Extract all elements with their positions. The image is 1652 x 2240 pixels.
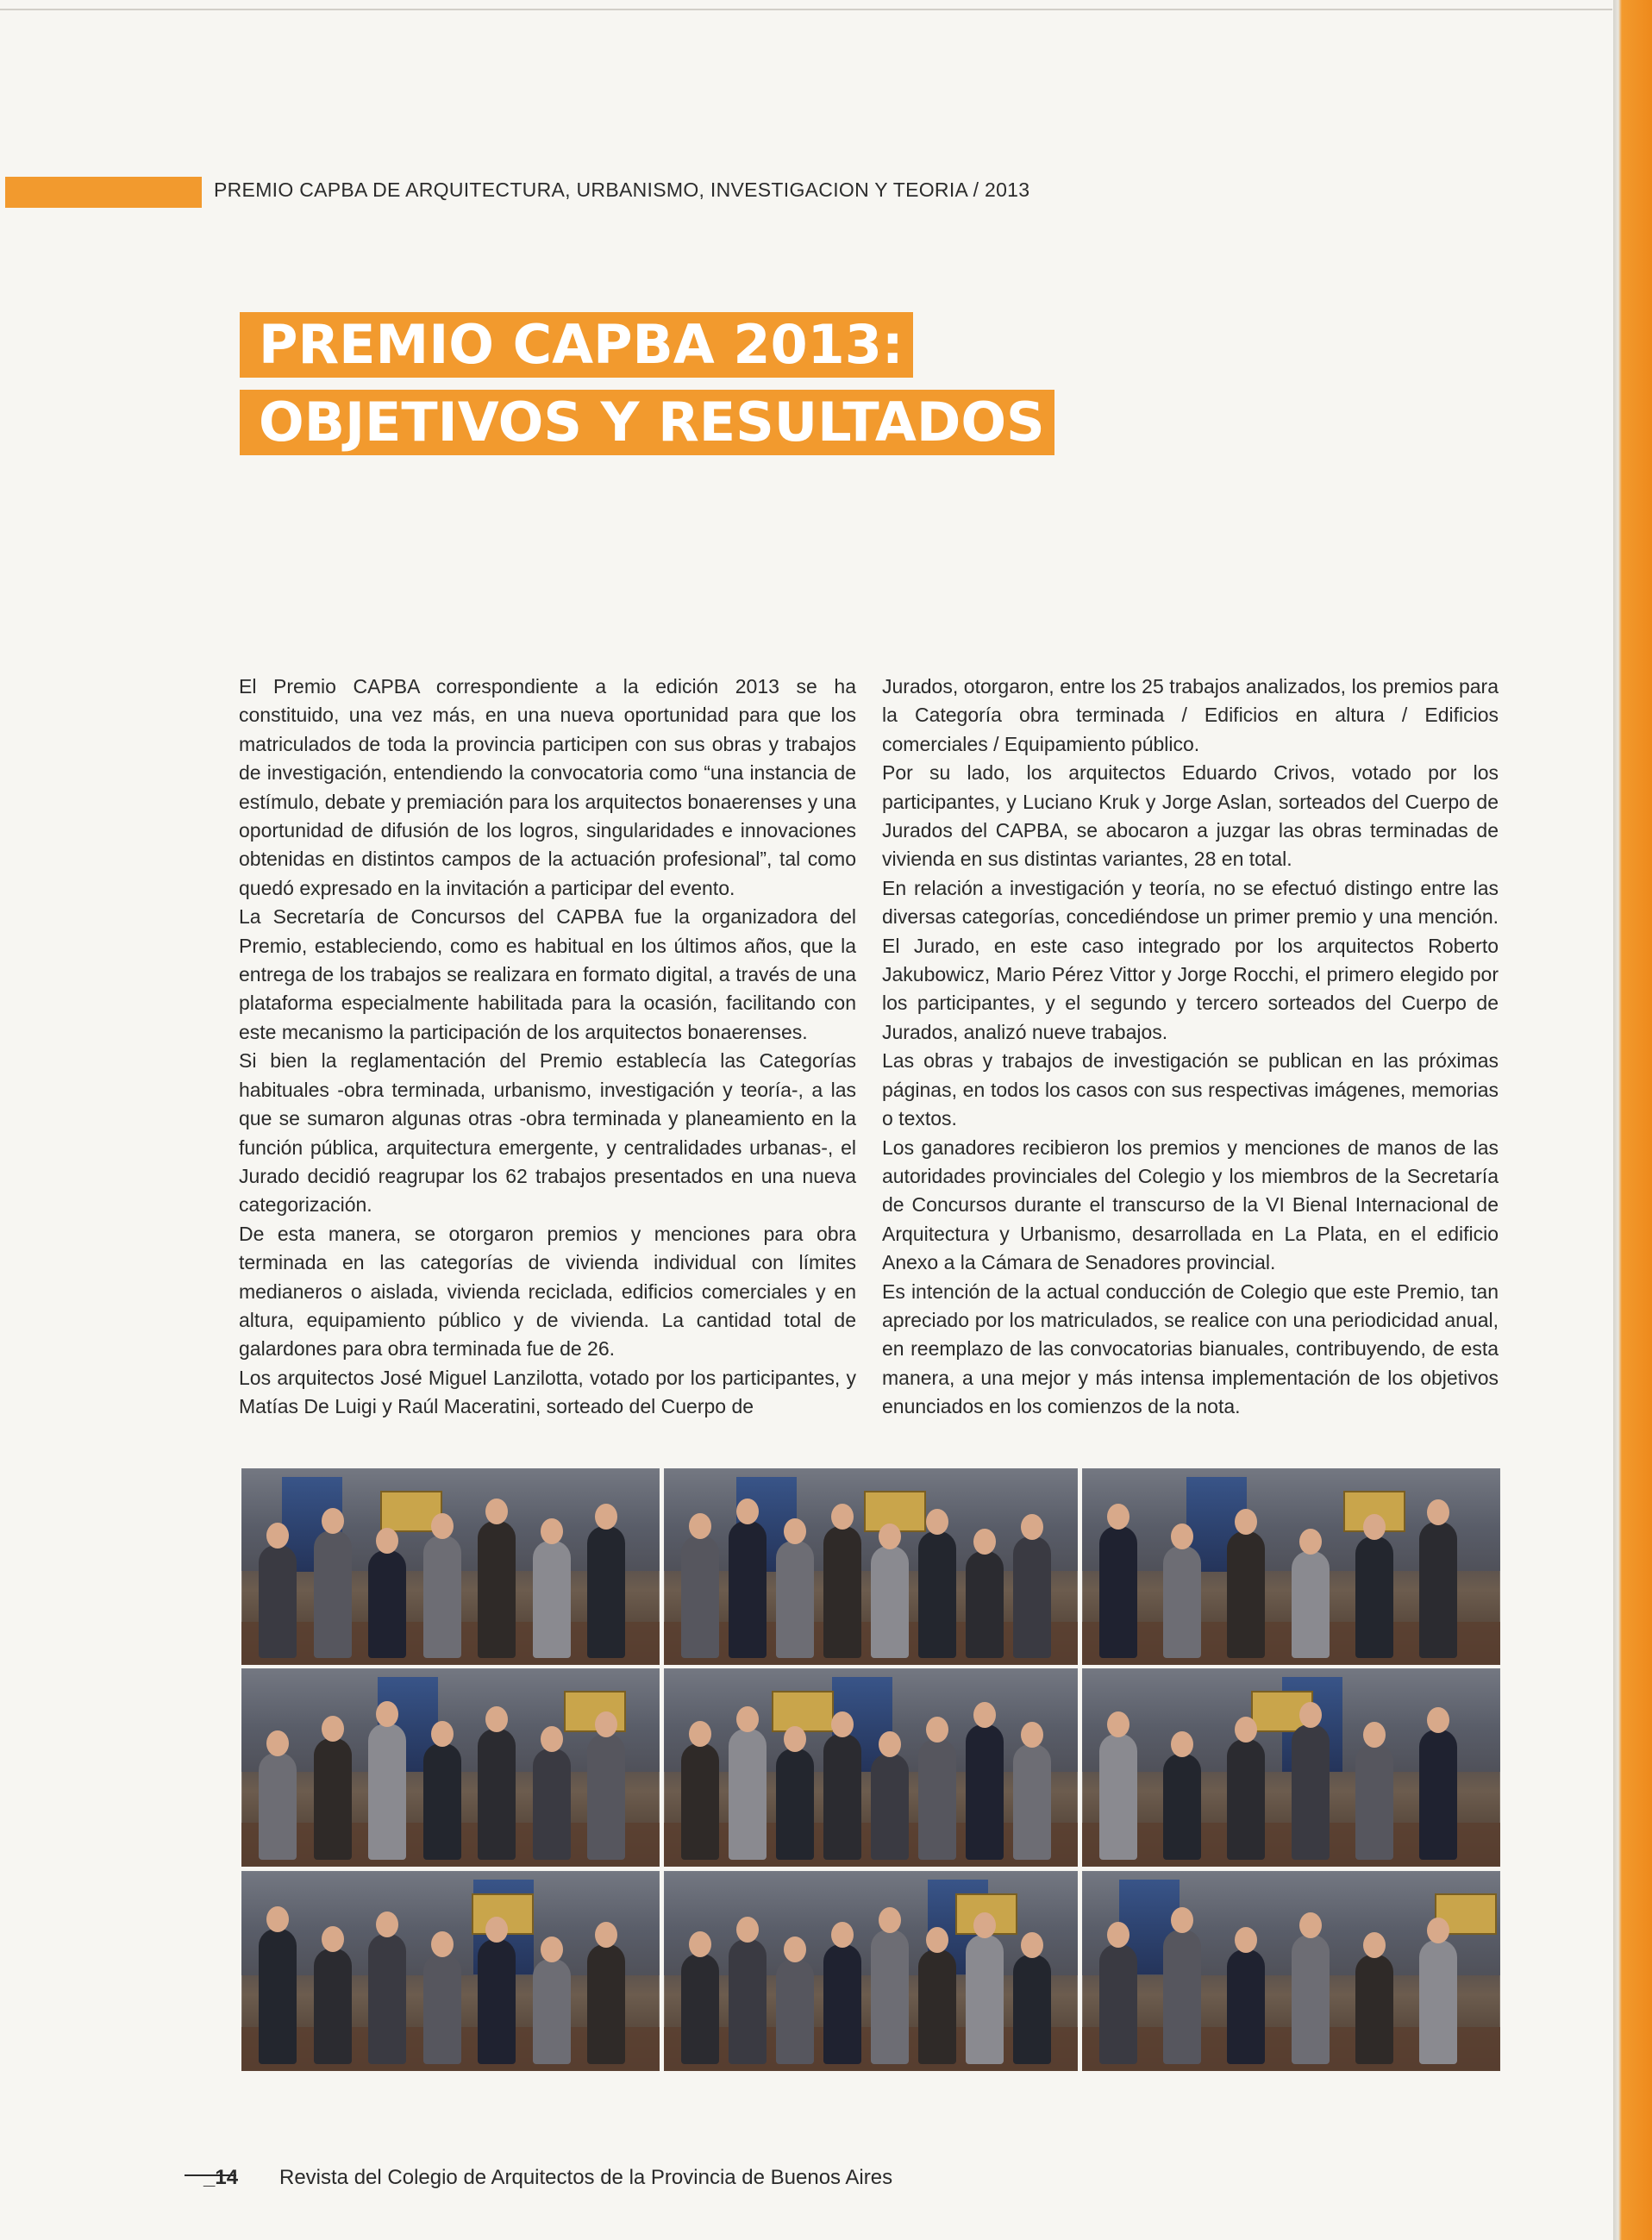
paragraph: La Secretaría de Concursos del CAPBA fue la organizadora del Premio, estableciendo, como es habitual en los últimos años, que la entrega de los trabajos se realizara en formato digital, a través de una plataforma especialmente habilitada para la ocasión, facilitando con este mecanismo la participación de los arquitectos bonaerenses. xyxy=(239,905,856,1043)
event-photo-4 xyxy=(241,1668,660,1867)
publication-name: Revista del Colegio de Arquitectos de la Provincia de Buenos Aires xyxy=(279,2166,893,2189)
event-photo-7 xyxy=(241,1871,660,2071)
paragraph: Los arquitectos José Miguel Lanzilotta, votado por los participantes, y Matías De Luigi y Raúl Maceratini, sorteado del Cuerpo de xyxy=(239,1366,856,1418)
paragraph: Es intención de la actual conducción de Colegio que este Premio, tan apreciado por los matriculados, se realice con una periodicidad anual, en reemplazo de las convocatorias bianuales, contribuyendo, de esta manera, a una mejor y más intensa implementación de los objetivos enunciados en los comienzos de la nota. xyxy=(882,1280,1499,1418)
event-photo-1 xyxy=(241,1468,660,1665)
top-rule xyxy=(0,9,1612,10)
title-line-1: PREMIO CAPBA 2013: xyxy=(240,312,913,378)
paragraph: Jurados, otorgaron, entre los 25 trabajos analizados, los premios para la Categoría obra terminada / Edificios en altura / Edificios comerciales / Equipamiento público. xyxy=(882,675,1499,755)
title-line-2: OBJETIVOS Y RESULTADOS xyxy=(240,390,1054,455)
header-accent-bar xyxy=(5,177,202,208)
paragraph: Los ganadores recibieron los premios y menciones de manos de las autoridades provinciales del Colegio y los miembros de la Secretaría de Concursos durante el transcurso de la VI Bienal Internacional de Arquitectura y Urbanismo, desarrollada en La Plata, en el edificio Anexo a la Cámara de Senadores provincial. xyxy=(882,1136,1499,1274)
event-photo-8 xyxy=(664,1871,1078,2071)
paragraph: En relación a investigación y teoría, no se efectuó distingo entre las diversas categorías, concediéndose un primer premio y una mención. El Jurado, en este caso integrado por los arquitectos Roberto Jakubowicz, Mario Pérez Vittor y Jorge Rocchi, el primero elegido por los participantes, y el segundo y tercero sorteados del Cuerpo de Jurados, analizó nueve trabajos. xyxy=(882,876,1499,1043)
paragraph: El Premio CAPBA correspondiente a la edición 2013 se ha constituido, una vez más, en una nueva oportunidad para que los matriculados de toda la provincia participen con sus obras y trabajos de investigación, entendiendo la convocatoria como “una instancia de estímulo, debate y premiación para los arquitectos bonaerenses y una oportunidad de difusión de los logros, singularidades e innovaciones obtenidas en distintos campos de la actuación profesional”, tal como quedó expresado en la invitación a participar del evento. xyxy=(239,675,856,899)
event-photo-3 xyxy=(1082,1468,1500,1665)
event-photo-2 xyxy=(664,1468,1078,1665)
page-edge-orange xyxy=(1613,0,1652,2240)
paragraph: Si bien la reglamentación del Premio establecía las Categorías habituales -obra terminada, urbanismo, investigación y teoría-, a las que se sumaron algunas otras -obra terminada y planeamiento en la función pública, arquitectura emergente, y centralidades urbanas-, el Jurado decidió reagrupar los 62 trabajos presentados en una nueva categorización. xyxy=(239,1049,856,1217)
article-column-left xyxy=(239,673,856,1422)
event-photo-9 xyxy=(1082,1871,1500,2071)
event-photo-6 xyxy=(1082,1668,1500,1867)
paragraph: Las obras y trabajos de investigación se publican en las próximas páginas, en todos los casos con sus respectivas imágenes, memorias o textos. xyxy=(882,1049,1499,1130)
section-header: PREMIO CAPBA DE ARQUITECTURA, URBANISMO, INVESTIGACION Y TEORIA / 2013 xyxy=(214,178,1030,201)
paragraph: De esta manera, se otorgaron premios y menciones para obra terminada en las categorías de vivienda individual con límites medianeros o aislada, vivienda reciclada, edificios comerciales y en altura, equipamiento público y de vivienda. La cantidad total de galardones para obra terminada fue de 26. xyxy=(239,1222,856,1361)
event-photo-5 xyxy=(664,1668,1078,1867)
page-number: _14 xyxy=(203,2166,239,2189)
article-column-right xyxy=(882,673,1499,1422)
paragraph: Por su lado, los arquitectos Eduardo Crivos, votado por los participantes, y Luciano Kruk y Jorge Aslan, sorteados del Cuerpo de Jurados del CAPBA, se abocaron a juzgar las obras terminadas de vivienda en sus distintas variantes, 28 en total. xyxy=(882,761,1499,871)
